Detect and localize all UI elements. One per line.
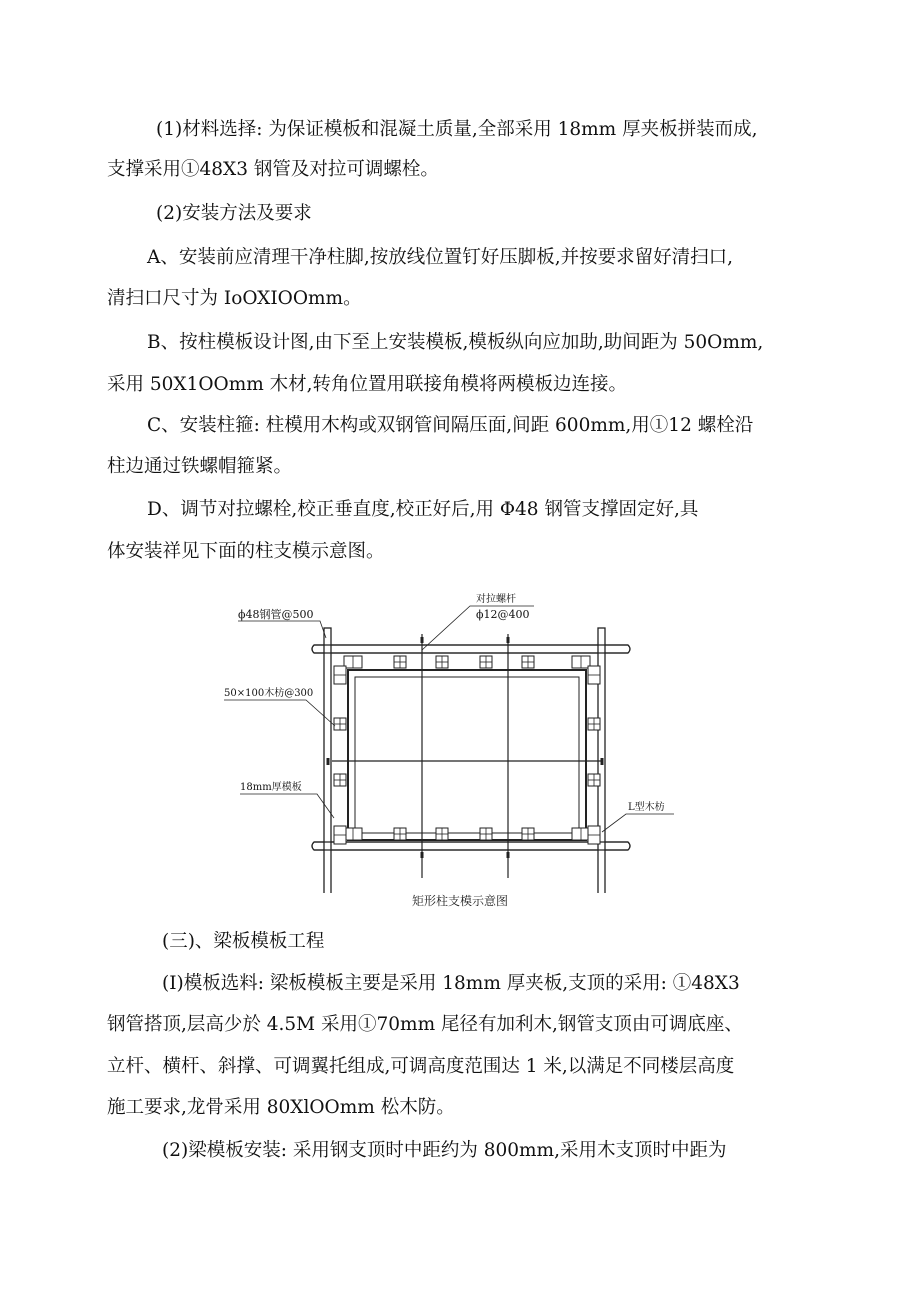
paragraph-a-line-1: A、安装前应清理干净柱脚,按放线位置钉好压脚板,并按要求留好清扫口, bbox=[147, 247, 734, 268]
label-tie-bolt-spec: ϕ12@400 bbox=[476, 608, 530, 621]
label-l-timber: L型木枋 bbox=[628, 802, 665, 813]
label-timber: 50×100木枋@300 bbox=[224, 688, 314, 699]
section-3-para-1-line-1: (I)模板选料: 梁板模板主要是采用 18mm 厚夹板,支顶的采用: ①48X3 bbox=[162, 973, 740, 994]
label-plywood: 18mm厚模板 bbox=[240, 782, 302, 793]
paragraph-a-line-2: 清扫口尺寸为 IoOXIOOmm。 bbox=[107, 288, 362, 309]
paragraph-d-line-1: D、调节对拉螺栓,校正垂直度,校正好后,用 Φ48 钢管支撑固定好,具 bbox=[147, 499, 699, 520]
paragraph-c-line-2: 柱边通过铁螺帽箍紧。 bbox=[107, 456, 293, 477]
label-tie-bolt-title: 对拉螺杆 bbox=[476, 594, 516, 605]
paragraph-b-line-2: 采用 50X1OOmm 木材,转角位置用联接角模将两模板边连接。 bbox=[107, 374, 628, 395]
label-steel-pipe: ϕ48钢管@500 bbox=[238, 608, 314, 621]
section-3-para-1-line-3: 立杆、横杆、斜撑、可调翼托组成,可调高度范围达 1 米,以满足不同楼层高度 bbox=[107, 1056, 735, 1077]
section-3-para-1-line-2: 钢管搭顶,层高少於 4.5M 采用①70mm 尾径有加利木,钢管支顶由可调底座、 bbox=[107, 1014, 743, 1035]
paragraph-c-line-1: C、安装柱箍: 柱模用木构或双钢管间隔压面,间距 600mm,用①12 螺栓沿 bbox=[147, 415, 754, 436]
paragraph-d-line-2: 体安装祥见下面的柱支模示意图。 bbox=[107, 541, 385, 562]
section-3-para-1-line-4: 施工要求,龙骨采用 80XlOOmm 松木防。 bbox=[107, 1097, 455, 1118]
figure-caption: 矩形柱支模示意图 bbox=[411, 894, 508, 908]
paragraph-materials-line-2: 支撑采用①48X3 钢管及对拉可调螺栓。 bbox=[107, 159, 439, 180]
paragraph-install-heading: (2)安装方法及要求 bbox=[156, 203, 312, 224]
section-3-para-2-line-1: (2)梁模板安装: 采用钢支顶时中距约为 800mm,采用木支顶时中距为 bbox=[162, 1140, 727, 1161]
paragraph-materials-line-1: (1)材料选择: 为保证模板和混凝土质量,全部采用 18mm 厚夹板拼装而成, bbox=[156, 119, 758, 140]
paragraph-b-line-1: B、按柱模板设计图,由下至上安装模板,模板纵向应加助,助间距为 50Omm, bbox=[147, 332, 764, 353]
column-formwork-diagram bbox=[222, 588, 686, 893]
section-3-title: (三)、梁板模板工程 bbox=[162, 931, 325, 952]
